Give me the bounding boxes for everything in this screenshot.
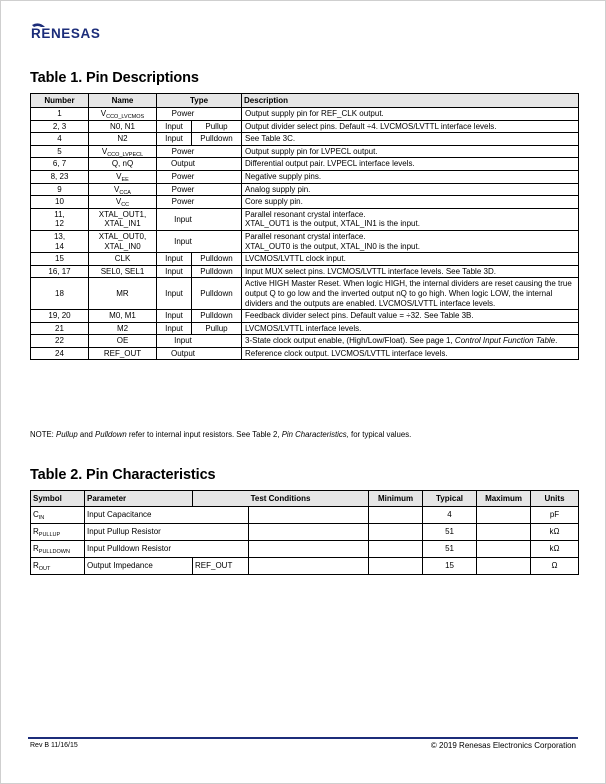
symbol-subscript: IN xyxy=(38,515,45,522)
pin-description-text: LVCMOS/LVTTL interface levels. xyxy=(245,323,362,333)
pin-description-text: Analog supply pin. xyxy=(245,184,311,194)
table1-header-row xyxy=(31,94,579,108)
pin-type xyxy=(157,347,242,360)
pin-description-text: Output divider select pins. Default ÷4. LVCMOS/LVTTL interface levels. xyxy=(245,121,497,131)
header-units: Units xyxy=(531,491,579,507)
table2-header-row xyxy=(31,491,579,507)
pin-description-text: Negative supply pins. xyxy=(245,171,322,181)
table-row xyxy=(31,558,579,575)
pin-description xyxy=(242,310,579,323)
pin-type xyxy=(157,196,242,209)
maximum xyxy=(477,507,531,524)
pin-name-subscript: CCO_LVPECL xyxy=(107,151,144,158)
pin-description-text: See Table 3C. xyxy=(245,134,296,144)
pin-characteristics-table xyxy=(30,490,579,575)
pin-name xyxy=(89,183,157,196)
pin-description xyxy=(242,230,579,252)
test-conditions xyxy=(249,541,369,558)
typical: 15 xyxy=(423,558,477,575)
pin-name xyxy=(89,208,157,230)
pin-name xyxy=(89,310,157,323)
typical: 4 xyxy=(423,507,477,524)
pin-description-text: Output supply pin for REF_CLK output. xyxy=(245,109,384,118)
pin-description xyxy=(242,183,579,196)
pin-description xyxy=(242,347,579,360)
pin-type: Input xyxy=(157,120,192,133)
pin-number: 19, 20 xyxy=(31,310,89,323)
pin-type xyxy=(157,230,242,252)
typical: 51 xyxy=(423,524,477,541)
table2-title: Table 2. Pin Characteristics xyxy=(30,467,216,483)
pin-description-text: Input MUX select pins. LVCMOS/LVTTL interface levels. See Table 3D. xyxy=(245,266,496,276)
pin-number: 1 xyxy=(31,108,89,121)
symbol: R xyxy=(33,527,39,537)
table-row xyxy=(31,310,579,323)
pin-name-text: XTAL_OUT1, XTAL_IN1 xyxy=(98,209,147,229)
note-italic-pullup: Pullup xyxy=(56,430,78,439)
pin-number: 13, 14 xyxy=(31,230,89,252)
pin-name xyxy=(89,133,157,146)
parameter: Input Pulldown Resistor xyxy=(85,541,249,558)
table1-title: Table 1. Pin Descriptions xyxy=(30,70,199,86)
pin-number: 16, 17 xyxy=(31,265,89,278)
pin-name xyxy=(89,170,157,183)
pin-description xyxy=(242,265,579,278)
pin-name-text: CLK xyxy=(114,254,131,264)
header-symbol: Symbol xyxy=(31,491,85,507)
pin-name-text: M0, M1 xyxy=(109,311,136,321)
pin-type xyxy=(157,108,242,121)
pin-number: 6, 7 xyxy=(31,158,89,171)
pin-type: Input xyxy=(157,322,192,335)
table-row xyxy=(31,208,579,230)
units: kΩ xyxy=(531,524,579,541)
pin-type-text: Power xyxy=(171,146,195,156)
pin-name-text: M2 xyxy=(116,323,129,333)
pin-name xyxy=(89,265,157,278)
table-row xyxy=(31,133,579,146)
pin-type-text: Input xyxy=(174,214,192,224)
footer-rule xyxy=(28,737,578,739)
pin-type-text: Output xyxy=(170,348,195,358)
pin-description-text: LVCMOS/LVTTL clock input. xyxy=(245,254,346,264)
table-row xyxy=(31,322,579,335)
note-tail: for typical values. xyxy=(348,430,412,439)
test-conditions xyxy=(249,524,369,541)
copyright: © 2019 Renesas Electronics Corporation xyxy=(430,741,576,750)
pin-description xyxy=(242,278,579,310)
pin-description xyxy=(242,196,579,209)
pin-type xyxy=(157,208,242,230)
pin-type: Input xyxy=(157,253,192,266)
svg-text:RENESAS: RENESAS xyxy=(31,26,101,41)
pin-pull: Pullup xyxy=(192,120,242,133)
pin-number: 15 xyxy=(31,253,89,266)
pin-name-subscript: CCA xyxy=(119,189,131,196)
note-mid: refer to internal input resistors. See Table 2, xyxy=(126,430,282,439)
pin-type-text: Power xyxy=(171,171,195,181)
pin-type-text: Input xyxy=(174,336,192,346)
pin-name xyxy=(89,253,157,266)
header-test-conditions: Test Conditions xyxy=(193,491,369,507)
header-type: Type xyxy=(157,94,242,108)
note-and: and xyxy=(77,430,96,439)
typical: 51 xyxy=(423,541,477,558)
symbol-subscript: PULLUP xyxy=(38,532,61,539)
pin-number: 18 xyxy=(31,278,89,310)
pin-number: 21 xyxy=(31,322,89,335)
pin-description xyxy=(242,108,579,121)
pin-type xyxy=(157,335,242,348)
pin-description-text: Parallel resonant crystal interface. XTAL_OUT0 is the output, XTAL_IN0 is the input. xyxy=(245,231,420,251)
pin-name-text: V xyxy=(115,197,122,207)
pin-name xyxy=(89,108,157,121)
note-italic-pin-characteristics: Pin Characteristics, xyxy=(281,430,349,439)
pin-name xyxy=(89,335,157,348)
symbol: R xyxy=(33,561,39,571)
pin-name-text: N0, N1 xyxy=(110,121,135,131)
pin-description xyxy=(242,120,579,133)
table-row xyxy=(31,507,579,524)
pin-type-text: Power xyxy=(171,109,195,118)
pin-description xyxy=(242,253,579,266)
pin-description-italic: Control Input Function Table xyxy=(454,336,556,346)
header-maximum: Maximum xyxy=(477,491,531,507)
pin-description xyxy=(242,158,579,171)
pin-number: 2, 3 xyxy=(31,120,89,133)
pin-description-text: Differential output pair. LVPECL interface levels. xyxy=(245,159,415,169)
pin-description xyxy=(242,208,579,230)
parameter-qualifier: REF_OUT xyxy=(193,558,249,575)
pin-name xyxy=(89,145,157,158)
table-row xyxy=(31,541,579,558)
pin-name-text: REF_OUT xyxy=(103,348,142,358)
pin-name-text: V xyxy=(101,146,108,156)
minimum xyxy=(369,541,423,558)
pin-type: Input xyxy=(157,265,192,278)
pin-number: 22 xyxy=(31,335,89,348)
pin-name xyxy=(89,120,157,133)
table-row xyxy=(31,120,579,133)
pin-type xyxy=(157,145,242,158)
units: Ω xyxy=(531,558,579,575)
units: pF xyxy=(531,507,579,524)
table-row xyxy=(31,145,579,158)
minimum xyxy=(369,558,423,575)
pin-name xyxy=(89,158,157,171)
pin-type xyxy=(157,158,242,171)
table-row xyxy=(31,183,579,196)
table-row xyxy=(31,196,579,209)
pin-type: Input xyxy=(157,133,192,146)
table-row xyxy=(31,158,579,171)
pin-number: 11, 12 xyxy=(31,208,89,230)
pin-name-subscript: CCO_LVCMOS xyxy=(106,114,145,120)
pin-name xyxy=(89,322,157,335)
pin-name-text: V xyxy=(116,171,122,181)
pin-name-text: OE xyxy=(116,336,129,346)
table-row xyxy=(31,347,579,360)
pin-description-text: Active HIGH Master Reset. When logic HIGH, the internal dividers are reset causing the true output Q to go low and the inverted output nQ to go high. When logic LOW, the internal dividers and the outputs are enabled. LVCMOS/LVTTL interface levels. xyxy=(245,279,572,308)
pin-description xyxy=(242,322,579,335)
symbol: R xyxy=(33,544,39,554)
symbol-cell xyxy=(31,541,85,558)
pin-type-text: Output xyxy=(170,159,195,169)
header-description: Description xyxy=(242,94,579,108)
pin-name-subscript: CC xyxy=(121,202,130,209)
pin-description-tail: . xyxy=(555,336,558,346)
header-name: Name xyxy=(89,94,157,108)
pin-number: 5 xyxy=(31,145,89,158)
parameter: Output Impedance xyxy=(85,558,193,575)
units: kΩ xyxy=(531,541,579,558)
note-italic-pulldown: Pulldown xyxy=(95,430,127,439)
header-number: Number xyxy=(31,94,89,108)
pin-pull: Pullup xyxy=(192,322,242,335)
pin-type xyxy=(157,170,242,183)
table-row xyxy=(31,265,579,278)
pin-description-text: Feedback divider select pins. Default value = ÷32. See Table 3B. xyxy=(245,311,474,321)
pin-type: Input xyxy=(157,310,192,323)
minimum xyxy=(369,524,423,541)
maximum xyxy=(477,558,531,575)
pin-description xyxy=(242,133,579,146)
parameter: Input Capacitance xyxy=(85,507,249,524)
revision-label: Rev B 11/16/15 xyxy=(30,742,78,749)
pin-number: 9 xyxy=(31,183,89,196)
table-row xyxy=(31,170,579,183)
pin-description-text: 3-State clock output enable, (High/Low/Float). See page 1, xyxy=(245,336,455,346)
pin-type xyxy=(157,183,242,196)
maximum xyxy=(477,524,531,541)
table-row xyxy=(31,524,579,541)
pin-pull: Pulldown xyxy=(192,278,242,310)
symbol-subscript: PULLDOWN xyxy=(38,549,70,556)
pin-description xyxy=(242,145,579,158)
table-row xyxy=(31,108,579,121)
parameter: Input Pullup Resistor xyxy=(85,524,249,541)
symbol-subscript: OUT xyxy=(38,566,51,573)
pin-name xyxy=(89,347,157,360)
test-conditions xyxy=(249,558,369,575)
header-typical: Typical xyxy=(423,491,477,507)
pin-pull: Pulldown xyxy=(192,265,242,278)
header-minimum: Minimum xyxy=(369,491,423,507)
test-conditions xyxy=(249,507,369,524)
symbol: C xyxy=(33,510,39,520)
pin-description-text: Parallel resonant crystal interface. XTAL_OUT1 is the output, XTAL_IN1 is the input. xyxy=(245,209,420,229)
pin-name-text: V xyxy=(100,109,107,118)
pin-name-text: N2 xyxy=(117,134,128,144)
pin-name xyxy=(89,196,157,209)
pin-description-text: Core supply pin. xyxy=(245,197,303,207)
pin-description-text: Output supply pin for LVPECL output. xyxy=(245,146,378,156)
maximum xyxy=(477,541,531,558)
pin-number: 24 xyxy=(31,347,89,360)
pin-type: Input xyxy=(157,278,192,310)
pin-name-subscript: EE xyxy=(121,176,129,183)
symbol-cell xyxy=(31,507,85,524)
renesas-logo xyxy=(30,22,130,42)
pin-description-text: Reference clock output. LVCMOS/LVTTL interface levels. xyxy=(245,348,448,358)
pin-type-text: Power xyxy=(171,184,195,194)
pin-pull: Pulldown xyxy=(192,133,242,146)
pin-name-text: V xyxy=(114,184,120,194)
pin-description xyxy=(242,335,579,348)
pin-name-text: XTAL_OUT0, XTAL_IN0 xyxy=(98,231,147,251)
pin-number: 4 xyxy=(31,133,89,146)
pin-name xyxy=(89,278,157,310)
symbol-cell xyxy=(31,524,85,541)
pin-name-text: Q, nQ xyxy=(111,159,134,169)
pin-number: 10 xyxy=(31,196,89,209)
note-prefix: NOTE: xyxy=(30,430,56,439)
pin-type-text: Power xyxy=(171,197,195,207)
pin-name xyxy=(89,230,157,252)
pin-descriptions-table xyxy=(30,93,579,360)
pin-description xyxy=(242,170,579,183)
pin-name-text: MR xyxy=(116,288,129,298)
table-row xyxy=(31,278,579,310)
minimum xyxy=(369,507,423,524)
symbol-cell xyxy=(31,558,85,575)
table-row xyxy=(31,230,579,252)
pin-number: 8, 23 xyxy=(31,170,89,183)
pin-pull: Pulldown xyxy=(192,253,242,266)
pin-pull: Pulldown xyxy=(192,310,242,323)
table1-note xyxy=(30,430,411,439)
pin-type-text: Input xyxy=(174,236,192,246)
header-parameter: Parameter xyxy=(85,491,193,507)
pin-name-text: SEL0, SEL1 xyxy=(100,266,145,276)
table-row xyxy=(31,335,579,348)
table-row xyxy=(31,253,579,266)
